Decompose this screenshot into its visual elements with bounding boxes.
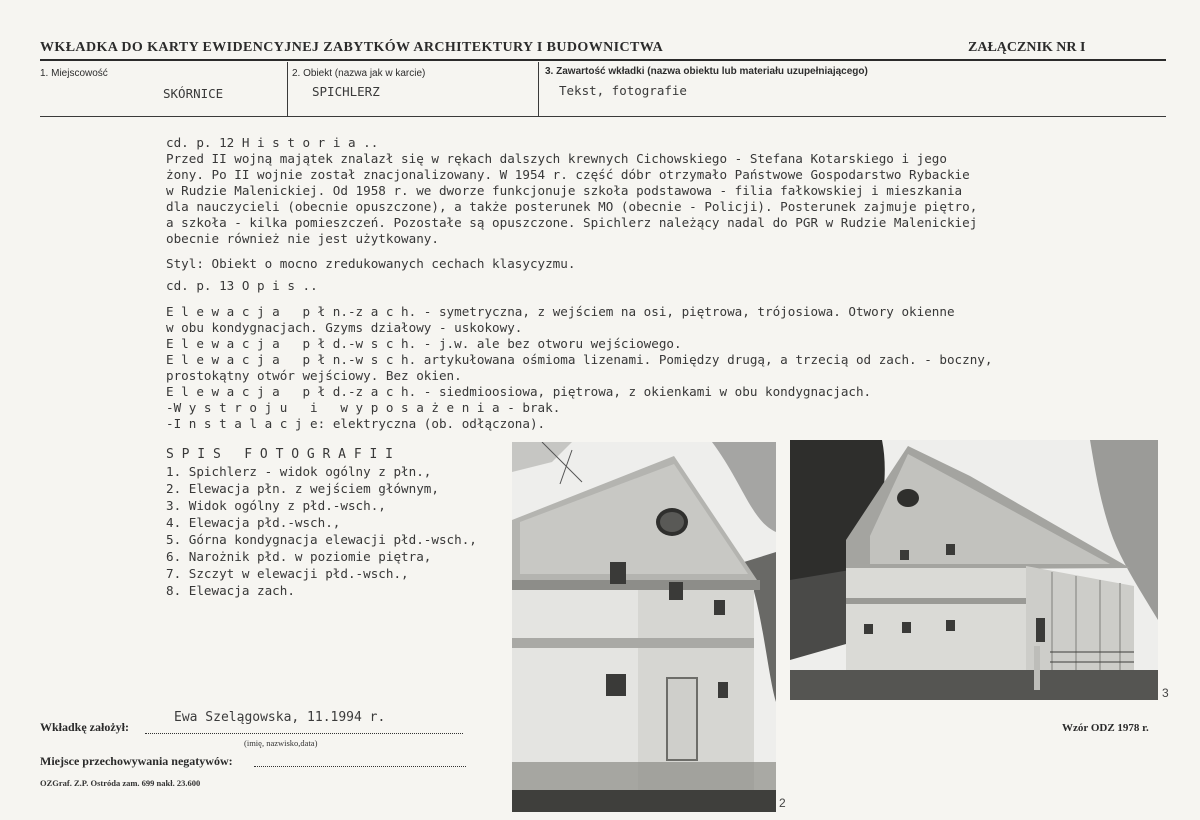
template-version: Wzór ODZ 1978 r. xyxy=(1062,722,1149,734)
description-line xyxy=(166,384,871,400)
description-line xyxy=(166,320,522,336)
elevation-label: E l e w a c j a p ł d.-z a c h. xyxy=(166,384,417,399)
photo-number-right: 3 xyxy=(1162,686,1169,700)
locality-label: 1. Miejscowość xyxy=(40,68,108,79)
style-note: Styl: Obiekt o mocno zredukowanych cechach klasycyzmu. xyxy=(166,256,576,271)
founder-value: Ewa Szelągowska, 11.1994 r. xyxy=(174,710,386,725)
description-heading xyxy=(166,278,318,294)
history-line: w Rudzie Malenickiej. Od 1958 r. we dworze funkcjonuje szkoła podstawowa - filia fałkowskiej i mieszkania xyxy=(166,183,963,198)
elevation-text: artykułowana ośmioma lizenami. Pomiędzy drugą, a trzecią od zach. - boczny, xyxy=(416,352,993,367)
locality-value: SKÓRNICE xyxy=(163,86,224,101)
history-title: H i s t o r i a .. xyxy=(241,135,379,150)
field-divider-1 xyxy=(287,62,288,116)
annex-number: ZAŁĄCZNIK NR I xyxy=(968,40,1086,55)
history-heading xyxy=(166,135,378,151)
elevation-text: - symetryczna, z wejściem na osi, piętrowa, trójosiowa. Otwory okienne xyxy=(416,304,955,319)
elevation-text: - siedmioosiowa, piętrowa, z okienkami w obu kondygnacjach. xyxy=(416,384,872,399)
photo-list-item: 5. Górna kondygnacja elewacji płd.-wsch., xyxy=(166,532,477,547)
elevation-text: prostokątny otwór wejściowy. Bez okien. xyxy=(166,368,462,383)
photo-number-left: 2 xyxy=(779,796,786,810)
form-title: WKŁADKA DO KARTY EWIDENCYJNEJ ZABYTKÓW ARCHITEKTURY I BUDOWNICTWA xyxy=(40,40,664,55)
photo-list-heading: S P I S F O T O G R A F I I xyxy=(166,447,393,462)
field-divider-2 xyxy=(538,62,539,116)
photo-list-item: 4. Elewacja płd.-wsch., xyxy=(166,515,341,530)
photo-list-item: 7. Szczyt w elewacji płd.-wsch., xyxy=(166,566,409,581)
elevation-label: E l e w a c j a p ł d.-w s c h. xyxy=(166,336,417,351)
content-value: Tekst, fotografie xyxy=(559,83,687,98)
history-line: dla nauczycieli (obecnie opuszczone), a także posterunek MO (obecnie - Policji). Posterunek zajmuje piętro, xyxy=(166,199,978,214)
history-page-ref: cd. p. 12 xyxy=(166,135,235,150)
granary-photo-front xyxy=(512,442,776,812)
furnishing-label: -W y s t r o j u i w y p o s a ż e n i a xyxy=(166,400,500,415)
elevation-label: E l e w a c j a p ł n.-w s c h. xyxy=(166,352,417,367)
photo-list-item: 3. Widok ogólny z płd.-wsch., xyxy=(166,498,386,513)
founder-hint: (imię, nazwisko,data) xyxy=(244,738,318,748)
history-line: obecnie również nie jest użytkowany. xyxy=(166,231,439,246)
founder-dotted-line xyxy=(145,733,463,734)
elevation-text: - j.w. ale bez otworu wejściowego. xyxy=(416,336,682,351)
description-title: O p i s .. xyxy=(241,278,318,293)
furnishing-text: - brak. xyxy=(499,400,561,415)
description-page-ref: cd. p. 13 xyxy=(166,278,235,293)
description-line xyxy=(166,416,545,432)
history-line: żony. Po II wojnie został znacjonalizowany. W 1954 r. część dóbr otrzymało Państwowe Gospodarstwo Rybackie xyxy=(166,167,970,182)
history-line: Przed II wojną majątek znalazł się w rękach dalszych krewnych Cichowskiego - Stefana Kotarskiego i jego xyxy=(166,151,947,166)
elevation-label: E l e w a c j a p ł n.-z a c h. xyxy=(166,304,417,319)
description-line xyxy=(166,352,992,368)
storage-dotted-line xyxy=(254,766,466,767)
history-line: a szkoła - kilka pomieszczeń. Pozostałe są opuszczone. Spichlerz należący nadal do PGR w Rudzie Malenickiej xyxy=(166,215,978,230)
description-line xyxy=(166,400,560,416)
granary-photo-side xyxy=(790,440,1158,700)
storage-label: Miejsce przechowywania negatywów: xyxy=(40,754,233,768)
installations-label: -I n s t a l a c j e xyxy=(166,416,318,431)
content-label: 3. Zawartość wkładki (nazwa obiektu lub materiału uzupełniającego) xyxy=(545,66,868,77)
granary-front-illustration xyxy=(512,442,776,812)
elevation-text: w obu kondygnacjach. Gzyms działowy - uskokowy. xyxy=(166,320,523,335)
founder-label: Wkładkę założył: xyxy=(40,720,129,734)
description-line xyxy=(166,336,682,352)
photo-list-item: 1. Spichlerz - widok ogólny z płn., xyxy=(166,464,432,479)
photo-list-item: 8. Elewacja zach. xyxy=(166,583,295,598)
object-label: 2. Obiekt (nazwa jak w karcie) xyxy=(292,68,426,79)
field-row-rule xyxy=(40,116,1166,117)
object-value: SPICHLERZ xyxy=(312,84,380,99)
header-rule xyxy=(40,59,1166,61)
photo-list-item: 6. Narożnik płd. w poziomie piętra, xyxy=(166,549,432,564)
granary-side-illustration xyxy=(790,440,1158,700)
installations-text: : elektryczna (ob. odłączona). xyxy=(317,416,546,431)
photo-list-item: 2. Elewacja płn. z wejściem głównym, xyxy=(166,481,439,496)
printer-info: OZGraf. Z.P. Ostróda zam. 699 nakł. 23.600 xyxy=(40,778,201,788)
description-line xyxy=(166,368,462,384)
description-line xyxy=(166,304,955,320)
